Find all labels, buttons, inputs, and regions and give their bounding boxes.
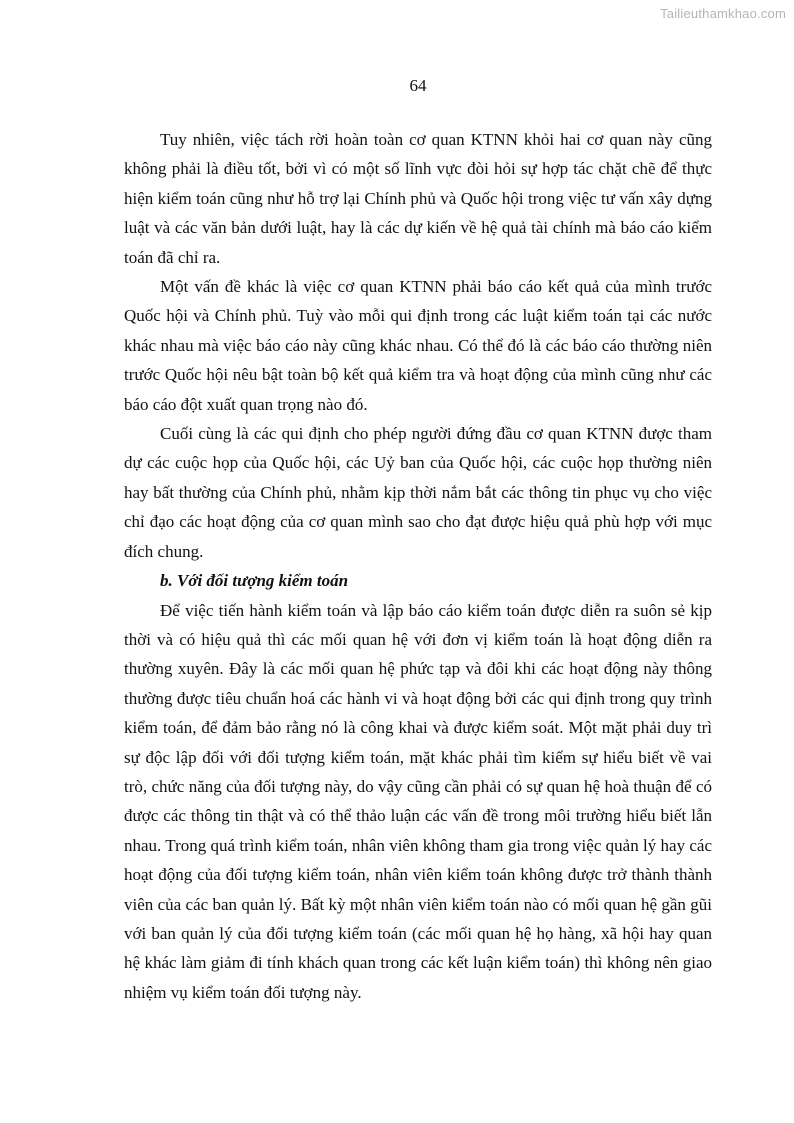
document-body: [124, 125, 712, 1007]
paragraph: Để việc tiến hành kiểm toán và lập báo cáo kiểm toán được diễn ra suôn sẻ kịp thời và có hiệu quả thì các mối quan hệ với đơn vị kiểm toán là hoạt động diễn ra thường xuyên. Đây là các mối quan hệ phức tạp và đôi khi các hoạt động này thông thường được tiêu chuẩn hoá các hành vi và hoạt động bởi các qui định trong quy trình kiểm toán, để đảm bảo rằng nó là công khai và được kiểm soát. Một mặt phải duy trì sự độc lập đối với đối tượng kiểm toán, mặt khác phải tìm kiếm sự hiểu biết về vai trò, chức năng của đối tượng này, do vậy cũng cần phải có sự quan hệ hoà thuận để có được các thông tin thật và có thể thảo luận các vấn đề trong môi trường hiểu biết lẫn nhau. Trong quá trình kiểm toán, nhân viên không tham gia trong việc quản lý hay các hoạt động của đối tượng kiểm toán, nhân viên kiểm toán không được trở thành thành viên của các ban quản lý. Bất kỳ một nhân viên kiểm toán nào có mối quan hệ gần gũi với ban quản lý của đối tượng kiểm toán (các mối quan hệ họ hàng, xã hội hay quan hệ khác làm giảm đi tính khách quan trong các kết luận kiểm toán) thì không nên giao nhiệm vụ kiểm toán đối tượng này.: [124, 600, 712, 1002]
paragraph: Tuy nhiên, việc tách rời hoàn toàn cơ quan KTNN khỏi hai cơ quan này cũng không phải là điều tốt, bởi vì có một số lĩnh vực đòi hỏi sự hợp tác chặt chẽ để thực hiện kiểm toán cũng như hỗ trợ lại Chính phủ và Quốc hội trong việc tư vấn xây dựng luật và các văn bản dưới luật, hay là các dự kiến về hệ quả tài chính mà báo cáo kiểm toán đã chỉ ra.: [124, 130, 712, 267]
watermark: Tailieuthamkhao.com: [660, 6, 786, 21]
section-heading: b. Với đối tượng kiểm toán: [160, 571, 349, 591]
paragraph: Một vấn đề khác là việc cơ quan KTNN phải báo cáo kết quả của mình trước Quốc hội và Chính phủ. Tuỳ vào mỗi qui định trong các luật kiểm toán tại các nước khác nhau mà việc báo cáo này cũng khác nhau. Có thể đó là các báo cáo thường niên trước Quốc hội nêu bật toàn bộ kết quả kiểm tra và hoạt động của mình cũng như các báo cáo đột xuất quan trọng nào đó.: [124, 277, 712, 414]
paragraph: Cuối cùng là các qui định cho phép người đứng đầu cơ quan KTNN được tham dự các cuộc họp của Quốc hội, các Uỷ ban của Quốc hội, các cuộc họp thường niên hay bất thường của Chính phủ, nhằm kịp thời nắm bắt các thông tin phục vụ cho việc chỉ đạo các hoạt động của cơ quan mình sao cho đạt được hiệu quả phù hợp với mục đích chung.: [124, 424, 712, 561]
page-number: 64: [409, 76, 427, 95]
